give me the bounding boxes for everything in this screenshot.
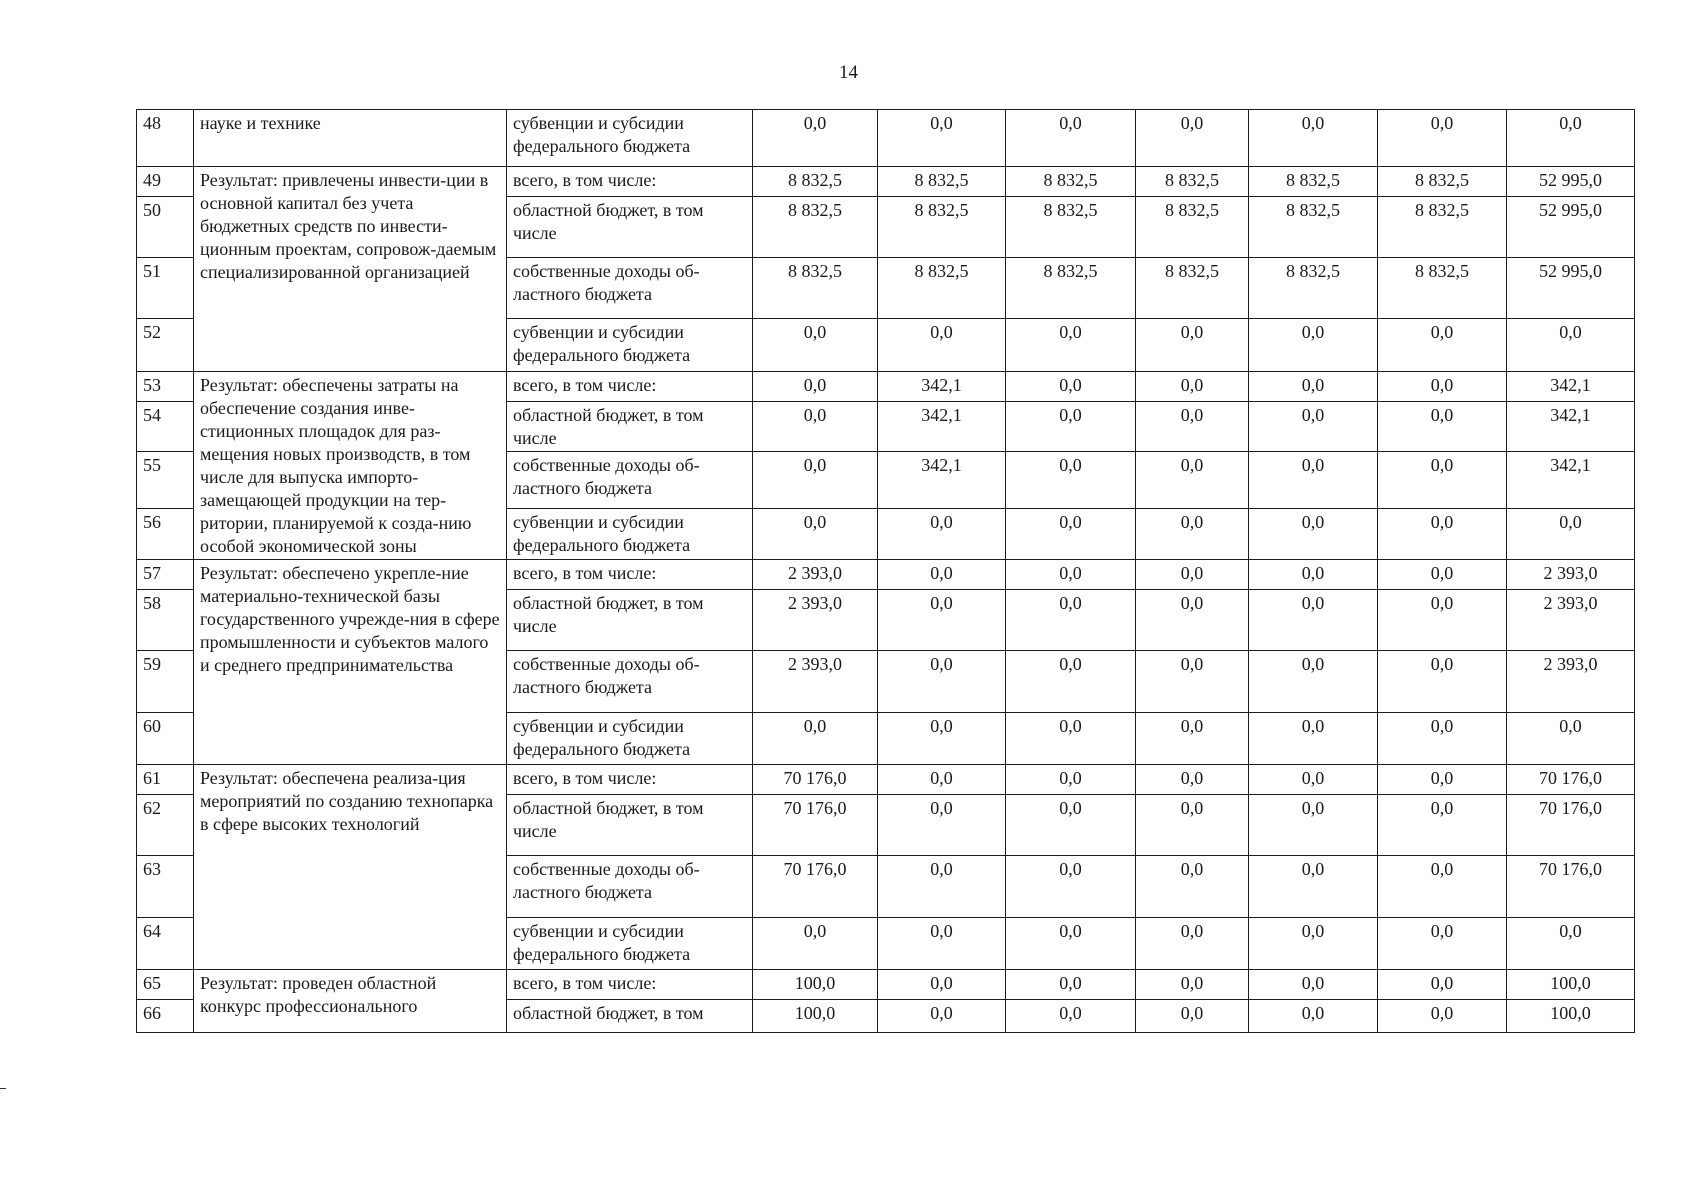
page-number: 14: [839, 62, 858, 83]
total-value: 70 176,0: [1507, 765, 1635, 795]
funding-source: субвенции и субсидии федерального бюджета: [507, 110, 753, 167]
row-number: 51: [137, 258, 194, 319]
year-value: 0,0: [878, 970, 1006, 1000]
year-value: 0,0: [1136, 590, 1249, 651]
funding-source: всего, в том числе:: [507, 970, 753, 1000]
row-number: 53: [137, 372, 194, 402]
year-value: 0,0: [878, 1000, 1006, 1033]
year-value: 0,0: [753, 918, 878, 970]
year-value: 2 393,0: [753, 590, 878, 651]
year-value: 0,0: [1136, 918, 1249, 970]
funding-source: областной бюджет, в том числе: [507, 402, 753, 452]
year-value: 0,0: [1006, 110, 1136, 167]
table-row: [137, 167, 1635, 197]
year-value: 0,0: [1378, 509, 1507, 560]
budget-table: [136, 109, 1635, 1033]
year-value: 0,0: [878, 560, 1006, 590]
year-value: 0,0: [1378, 319, 1507, 372]
year-value: 0,0: [1378, 1000, 1507, 1033]
year-value: 0,0: [753, 402, 878, 452]
year-value: 0,0: [1249, 452, 1378, 509]
row-number: 63: [137, 856, 194, 918]
year-value: 0,0: [1006, 560, 1136, 590]
year-value: 0,0: [1378, 452, 1507, 509]
year-value: 8 832,5: [878, 197, 1006, 258]
row-number: 57: [137, 560, 194, 590]
total-value: 0,0: [1507, 918, 1635, 970]
year-value: 0,0: [1378, 856, 1507, 918]
year-value: 0,0: [1136, 856, 1249, 918]
funding-source: областной бюджет, в том числе: [507, 197, 753, 258]
year-value: 0,0: [1249, 1000, 1378, 1033]
result-description: Результат: обеспечена реализа-ция мероприятий по созданию технопарка в сфере высоких технологий: [194, 765, 507, 970]
total-value: 100,0: [1507, 970, 1635, 1000]
funding-source: собственные доходы об-ластного бюджета: [507, 258, 753, 319]
year-value: 0,0: [1136, 970, 1249, 1000]
total-value: 342,1: [1507, 372, 1635, 402]
total-value: 100,0: [1507, 1000, 1635, 1033]
year-value: 0,0: [878, 319, 1006, 372]
row-number: 55: [137, 452, 194, 509]
funding-source: субвенции и субсидии федерального бюджета: [507, 713, 753, 765]
year-value: 0,0: [1006, 402, 1136, 452]
year-value: 0,0: [1378, 402, 1507, 452]
year-value: 0,0: [1136, 560, 1249, 590]
row-number: 62: [137, 795, 194, 856]
year-value: 0,0: [1378, 651, 1507, 713]
year-value: 0,0: [1136, 110, 1249, 167]
total-value: 0,0: [1507, 110, 1635, 167]
year-value: 0,0: [1249, 319, 1378, 372]
row-number: 58: [137, 590, 194, 651]
year-value: 0,0: [1006, 970, 1136, 1000]
year-value: 0,0: [753, 452, 878, 509]
year-value: 0,0: [1006, 452, 1136, 509]
funding-source: областной бюджет, в том числе: [507, 795, 753, 856]
row-number: 54: [137, 402, 194, 452]
year-value: 0,0: [1249, 651, 1378, 713]
year-value: 0,0: [878, 856, 1006, 918]
year-value: 0,0: [1136, 372, 1249, 402]
funding-source: субвенции и субсидии федерального бюджета: [507, 918, 753, 970]
year-value: 8 832,5: [1378, 167, 1507, 197]
year-value: 0,0: [878, 795, 1006, 856]
year-value: 0,0: [878, 713, 1006, 765]
year-value: 0,0: [1136, 402, 1249, 452]
year-value: 0,0: [1249, 970, 1378, 1000]
year-value: 0,0: [1136, 319, 1249, 372]
year-value: 0,0: [1249, 795, 1378, 856]
year-value: 0,0: [1249, 560, 1378, 590]
funding-source: областной бюджет, в том числе: [507, 590, 753, 651]
year-value: 8 832,5: [1136, 258, 1249, 319]
row-number: 60: [137, 713, 194, 765]
year-value: 0,0: [753, 713, 878, 765]
funding-source: субвенции и субсидии федерального бюджета: [507, 319, 753, 372]
year-value: 8 832,5: [753, 167, 878, 197]
year-value: 0,0: [1249, 372, 1378, 402]
year-value: 0,0: [1136, 713, 1249, 765]
year-value: 70 176,0: [753, 795, 878, 856]
funding-source: субвенции и субсидии федерального бюджета: [507, 509, 753, 560]
row-number: 50: [137, 197, 194, 258]
row-number: 48: [137, 110, 194, 167]
total-value: 2 393,0: [1507, 590, 1635, 651]
year-value: 0,0: [878, 765, 1006, 795]
year-value: 0,0: [1249, 713, 1378, 765]
row-number: 56: [137, 509, 194, 560]
total-value: 2 393,0: [1507, 560, 1635, 590]
total-value: 70 176,0: [1507, 856, 1635, 918]
year-value: 0,0: [1378, 765, 1507, 795]
year-value: 2 393,0: [753, 651, 878, 713]
row-number: 61: [137, 765, 194, 795]
year-value: 0,0: [1249, 509, 1378, 560]
table-row: [137, 560, 1635, 590]
funding-source: собственные доходы об-ластного бюджета: [507, 651, 753, 713]
year-value: 0,0: [1378, 713, 1507, 765]
year-value: 0,0: [753, 372, 878, 402]
year-value: 342,1: [878, 372, 1006, 402]
year-value: 0,0: [1006, 795, 1136, 856]
year-value: 0,0: [1006, 372, 1136, 402]
year-value: 8 832,5: [1249, 197, 1378, 258]
year-value: 0,0: [1006, 319, 1136, 372]
year-value: 0,0: [1136, 765, 1249, 795]
year-value: 0,0: [1136, 452, 1249, 509]
row-number: 66: [137, 1000, 194, 1033]
year-value: 0,0: [1006, 765, 1136, 795]
year-value: 0,0: [753, 110, 878, 167]
year-value: 0,0: [1006, 918, 1136, 970]
total-value: 52 995,0: [1507, 197, 1635, 258]
funding-source: всего, в том числе:: [507, 765, 753, 795]
year-value: 0,0: [1006, 713, 1136, 765]
row-number: 59: [137, 651, 194, 713]
year-value: 2 393,0: [753, 560, 878, 590]
year-value: 0,0: [1249, 110, 1378, 167]
year-value: 0,0: [1378, 795, 1507, 856]
funding-source: областной бюджет, в том: [507, 1000, 753, 1033]
year-value: 0,0: [753, 319, 878, 372]
year-value: 0,0: [1006, 590, 1136, 651]
year-value: 0,0: [1006, 856, 1136, 918]
year-value: 8 832,5: [1136, 197, 1249, 258]
year-value: 342,1: [878, 452, 1006, 509]
funding-source: собственные доходы об-ластного бюджета: [507, 452, 753, 509]
year-value: 8 832,5: [1136, 167, 1249, 197]
year-value: 70 176,0: [753, 765, 878, 795]
year-value: 0,0: [1378, 590, 1507, 651]
funding-source: собственные доходы об-ластного бюджета: [507, 856, 753, 918]
year-value: 0,0: [1249, 590, 1378, 651]
year-value: 0,0: [1249, 402, 1378, 452]
year-value: 0,0: [1136, 1000, 1249, 1033]
year-value: 70 176,0: [753, 856, 878, 918]
year-value: 8 832,5: [878, 258, 1006, 319]
table-row: [137, 970, 1635, 1000]
year-value: 0,0: [878, 509, 1006, 560]
year-value: 0,0: [1136, 509, 1249, 560]
year-value: 8 832,5: [753, 258, 878, 319]
year-value: 0,0: [878, 590, 1006, 651]
year-value: 0,0: [1006, 651, 1136, 713]
total-value: 70 176,0: [1507, 795, 1635, 856]
year-value: 8 832,5: [753, 197, 878, 258]
year-value: 0,0: [878, 918, 1006, 970]
total-value: 52 995,0: [1507, 167, 1635, 197]
year-value: 0,0: [1378, 560, 1507, 590]
total-value: 342,1: [1507, 452, 1635, 509]
year-value: 0,0: [753, 509, 878, 560]
result-description: Результат: обеспечено укрепле-ние материально-технической базы государственного учрежде-ния в сфере промышленности и субъектов малого и среднего предпринимательства: [194, 560, 507, 765]
total-value: 0,0: [1507, 509, 1635, 560]
table-row: [137, 110, 1635, 167]
total-value: 0,0: [1507, 713, 1635, 765]
year-value: 0,0: [1378, 372, 1507, 402]
year-value: 0,0: [878, 110, 1006, 167]
year-value: 100,0: [753, 970, 878, 1000]
year-value: 8 832,5: [1378, 258, 1507, 319]
row-number: 52: [137, 319, 194, 372]
year-value: 8 832,5: [1378, 197, 1507, 258]
row-number: 64: [137, 918, 194, 970]
year-value: 0,0: [1136, 651, 1249, 713]
row-number: 65: [137, 970, 194, 1000]
year-value: 100,0: [753, 1000, 878, 1033]
year-value: 0,0: [1249, 918, 1378, 970]
year-value: 0,0: [1378, 110, 1507, 167]
year-value: 0,0: [1006, 1000, 1136, 1033]
funding-source: всего, в том числе:: [507, 167, 753, 197]
year-value: 8 832,5: [878, 167, 1006, 197]
year-value: 8 832,5: [1249, 258, 1378, 319]
result-description: Результат: привлечены инвести-ции в основной капитал без учета бюджетных средств по инвести-ционным проектам, сопровож-даемым специализированной организацией: [194, 167, 507, 372]
table-body: [137, 110, 1635, 1033]
funding-source: всего, в том числе:: [507, 560, 753, 590]
year-value: 8 832,5: [1006, 167, 1136, 197]
total-value: 2 393,0: [1507, 651, 1635, 713]
year-value: 0,0: [1378, 918, 1507, 970]
result-description: Результат: проведен областной конкурс профессионального: [194, 970, 507, 1033]
result-description: Результат: обеспечены затраты на обеспечение создания инве-стиционных площадок для раз-мещения новых производств, в том числе для выпуска импорто-замещающей продукции на тер-ритории, планируемой к созда-нию особой экономической зоны: [194, 372, 507, 560]
result-description: науке и технике: [194, 110, 507, 167]
margin-mark: [0, 1088, 6, 1089]
total-value: 52 995,0: [1507, 258, 1635, 319]
table-row: [137, 372, 1635, 402]
year-value: 0,0: [1136, 795, 1249, 856]
total-value: 0,0: [1507, 319, 1635, 372]
year-value: 342,1: [878, 402, 1006, 452]
table-row: [137, 765, 1635, 795]
row-number: 49: [137, 167, 194, 197]
year-value: 0,0: [1006, 509, 1136, 560]
year-value: 8 832,5: [1249, 167, 1378, 197]
year-value: 0,0: [1378, 970, 1507, 1000]
year-value: 8 832,5: [1006, 197, 1136, 258]
year-value: 0,0: [1249, 856, 1378, 918]
year-value: 0,0: [1249, 765, 1378, 795]
total-value: 342,1: [1507, 402, 1635, 452]
year-value: 8 832,5: [1006, 258, 1136, 319]
funding-source: всего, в том числе:: [507, 372, 753, 402]
year-value: 0,0: [878, 651, 1006, 713]
